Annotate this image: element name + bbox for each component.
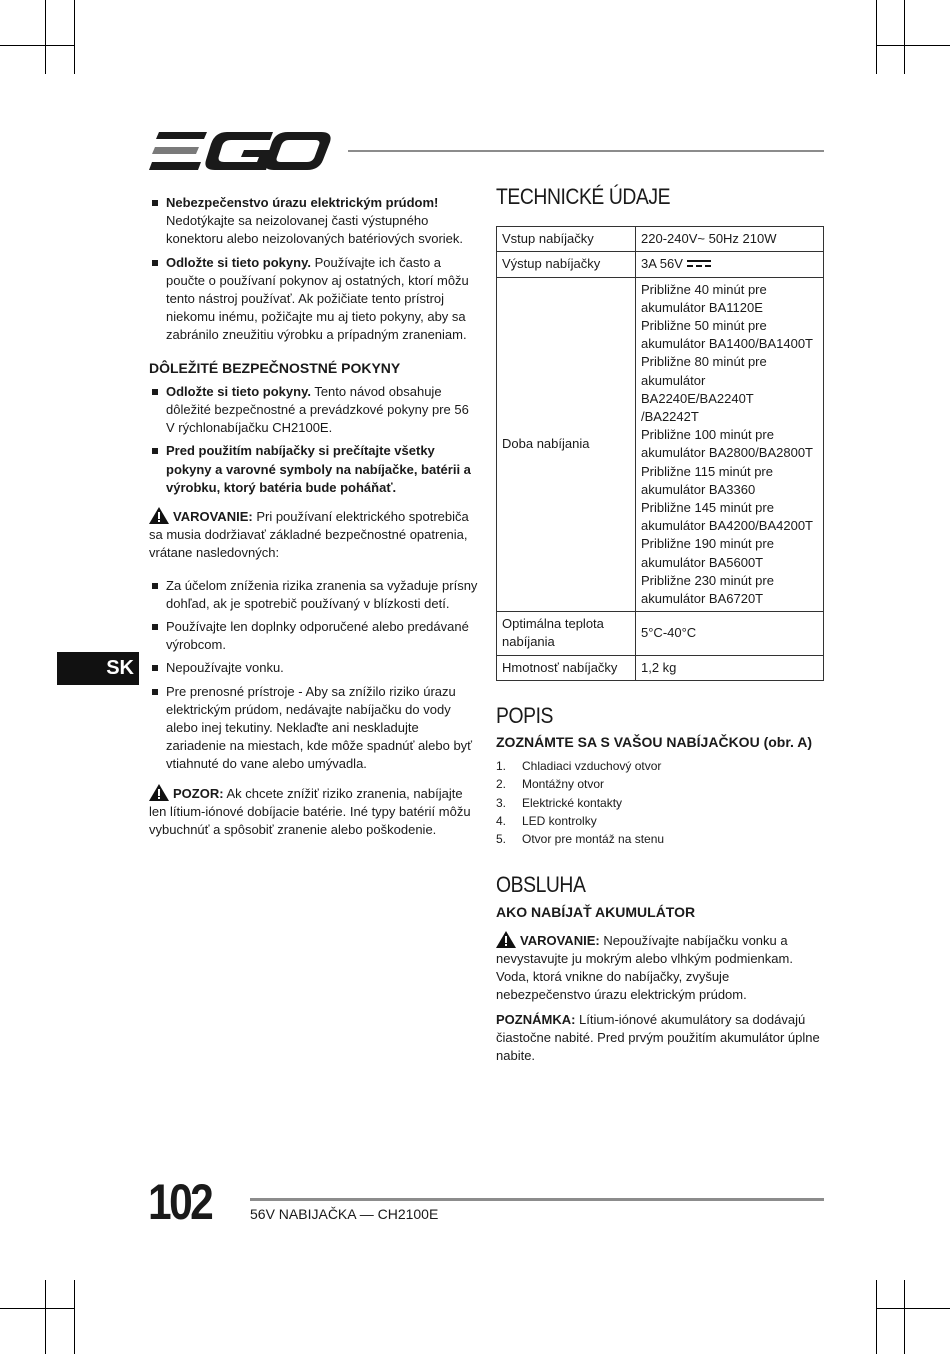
list-item: Používajte len doplnky odporučené alebo predávané výrobcom. — [149, 618, 479, 654]
safety-heading: DÔLEŽITÉ BEZPEČNOSTNÉ POKYNY — [149, 359, 401, 376]
spec-value: 1,2 kg — [636, 655, 824, 680]
spec-key: Hmotnosť nabíjačky — [497, 655, 636, 680]
parts-list — [496, 757, 824, 848]
obsluha-heading: OBSLUHA — [496, 872, 586, 898]
crop-mark — [904, 0, 905, 74]
bullet-list-safety — [149, 383, 479, 497]
crop-mark — [45, 1280, 46, 1354]
tech-heading: TECHNICKÉ ÚDAJE — [496, 184, 671, 209]
list-item: 2. Montážny otvor — [496, 777, 605, 792]
list-item: Nebezpečenstvo úrazu elektrickým prúdom! Nedotýkajte sa neizolovanej časti výstupného konektoru alebo neizolovaných batériových svoriek. — [149, 194, 479, 249]
list-item: Odložte si tieto pokyny. Tento návod obsahuje dôležité bezpečnostné a prevádzkové pokyny pre 56 V rýchlonabíjačku CH2100E. — [149, 383, 479, 438]
note-paragraph: POZNÁMKA: Lítium-iónové akumulátory sa dodávajú čiastočne nabité. Pred prvým použitím akumulátor úplne nabite. — [496, 1011, 820, 1063]
spec-value: 3A 56V — [636, 252, 824, 277]
crop-mark — [74, 1280, 75, 1354]
spec-value: 220-240V~ 50Hz 210W — [636, 227, 824, 252]
warning-paragraph: VAROVANIE: Pri používaní elektrického spotrebiča sa musia dodržiavať základné bezpečnostné opatrenia, vrátane nasledovných: — [149, 509, 469, 561]
list-item: 4. LED kontrolky — [496, 813, 597, 828]
dc-current-icon — [687, 259, 711, 269]
list-item: Nepoužívajte vonku. — [149, 659, 479, 677]
crop-mark — [876, 1280, 877, 1354]
crop-mark — [74, 0, 75, 74]
warning-triangle-icon — [496, 931, 516, 948]
bullet-list-top — [149, 194, 479, 345]
crop-mark — [876, 1308, 950, 1309]
list-item: 3. Elektrické kontakty — [496, 795, 623, 810]
list-item: 1. Chladiaci vzduchový otvor — [496, 759, 662, 774]
crop-mark — [876, 45, 950, 46]
warning-triangle-icon — [149, 507, 169, 524]
table-row — [497, 277, 824, 612]
left-column — [149, 194, 479, 849]
spec-key: Doba nabíjania — [497, 277, 636, 612]
table-row — [497, 655, 824, 680]
spec-key: Výstup nabíjačky — [497, 252, 636, 277]
list-item: Pre prenosné prístroje - Aby sa znížilo riziko úrazu elektrickým prúdom, nedávajte nabíjačku do vody alebo inej tekutiny. Neklaďte ani neskladujte zariadenie na miestach, kde môže spadnúť alebo byť vtiahnuté do vane alebo umývadla. — [149, 683, 479, 774]
popis-heading: POPIS — [496, 702, 553, 728]
ego-logo — [149, 130, 331, 172]
caution-paragraph: POZOR: Ak chcete znížiť riziko zranenia, nabíjajte len lítium-iónové dobíjacie batérie. Iné typy batérií môžu vybuchnúť a spôsobiť zranenie alebo poškodenie. — [149, 785, 471, 838]
spec-value: Približne 40 minút pre akumulátor BA1120E Približne 50 minút pre akumulátor BA1400/BA1400T Približne 80 minút pre akumulátor BA2240E/BA2240T /BA2242T Približne 100 minút pre akumulátor BA2800/BA2800T Približne 115 minút pre akumulátor BA3360 Približne 145 minút pre akumulátor BA4200/BA4200T Približne 190 minút pre akumulátor BA5600T Približne 230 minút pre akumulátor BA6720T — [636, 277, 824, 612]
crop-mark — [904, 1280, 905, 1354]
list-item: Za účelom zníženia rizika zranenia sa vyžaduje prísny dohľad, ak je spotrebič používaný v blízkosti detí. — [149, 577, 479, 613]
spec-value: 5°C-40°C — [636, 612, 824, 655]
spec-table — [496, 226, 824, 681]
crop-mark — [0, 45, 74, 46]
list-item: Odložte si tieto pokyny. Používajte ich často a poučte o používaní pokynov aj ostatných, ktorí môžu tento nástroj používať. Ak požičiate tento prístroj niekomu inému, požičajte mu aj tieto pokyny, aby sa zabránilo zneužitiu výrobku a prípadným zraneniam. — [149, 254, 479, 345]
language-tab: SK — [57, 652, 139, 685]
crop-mark — [876, 0, 877, 74]
list-item: Pred použitím nabíjačky si prečítajte všetky pokyny a varovné symboly na nabíjačke, batérii a výrobku, ktorý batéria bude poháňať. — [149, 442, 479, 497]
right-column — [496, 184, 824, 1065]
popis-subheading: ZOZNÁMTE SA S VAŠOU NABÍJAČKOU (obr. A) — [496, 734, 813, 751]
crop-mark — [45, 0, 46, 74]
warning-paragraph: VAROVANIE: Nepoužívajte nabíjačku vonku a nevystavujte ju mokrým alebo vlhkým podmienkam. Voda, ktorá vnikne do nabíjačky, zvyšuje nebezpečenstvo úrazu elektrickým prúdom. — [496, 932, 793, 1003]
header-rule — [348, 150, 824, 152]
table-row — [497, 252, 824, 277]
footer-rule — [250, 1198, 824, 1201]
spec-key: Vstup nabíjačky — [497, 227, 636, 252]
bullet-list-warning — [149, 577, 479, 774]
spec-key: Optimálna teplota nabíjania — [497, 612, 636, 655]
warning-triangle-icon — [149, 784, 169, 801]
obsluha-subheading: AKO NABÍJAŤ AKUMULÁTOR — [496, 903, 696, 920]
crop-mark — [0, 1308, 74, 1309]
page-number: 102 — [148, 1174, 212, 1230]
list-item: 5. Otvor pre montáž na stenu — [496, 832, 665, 847]
table-row — [497, 227, 824, 252]
table-row — [497, 612, 824, 655]
footer-title: 56V NABIJAČKA — CH2100E — [250, 1206, 439, 1222]
